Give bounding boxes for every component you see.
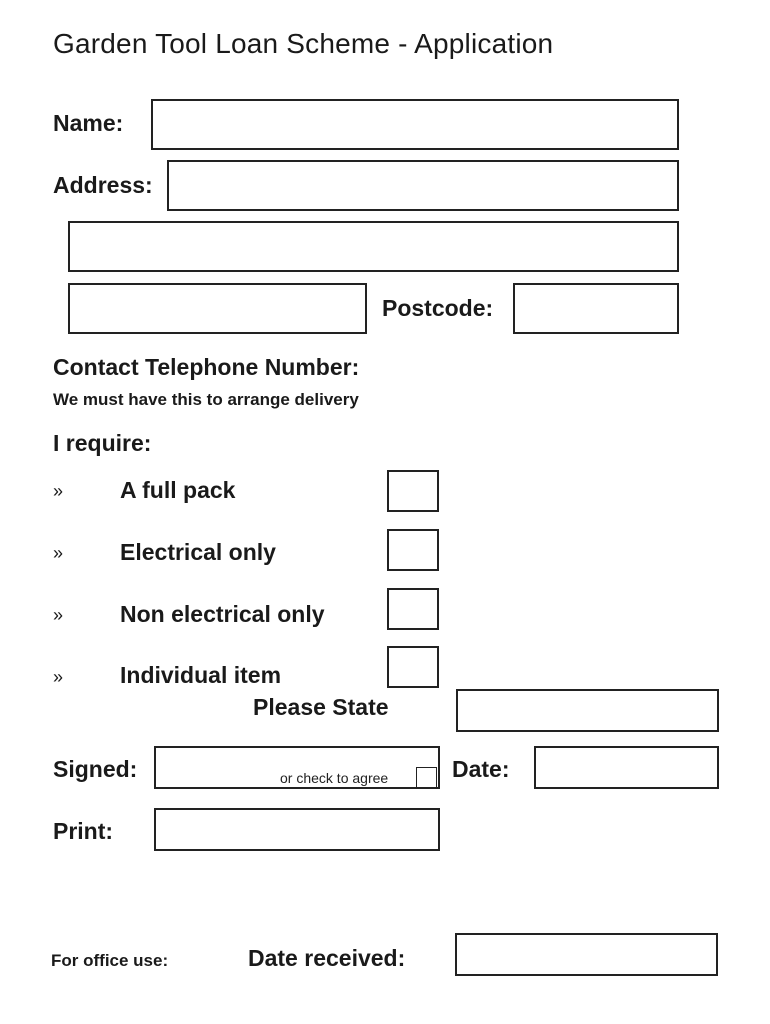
option-full-pack-checkbox[interactable]	[387, 470, 439, 512]
postcode-input[interactable]	[513, 283, 679, 334]
date-label: Date:	[452, 756, 510, 782]
require-label: I require:	[53, 430, 152, 456]
option-non-electrical-only-label: Non electrical only	[120, 601, 325, 627]
bullet-icon: »	[53, 481, 64, 501]
bullet-icon: »	[53, 605, 64, 625]
option-electrical-only-checkbox[interactable]	[387, 529, 439, 571]
option-full-pack-label: A full pack	[120, 477, 236, 503]
bullet-icon: »	[53, 667, 64, 687]
agree-checkbox[interactable]	[416, 767, 437, 788]
address-line3-input[interactable]	[68, 283, 367, 334]
check-to-agree-label: or check to agree	[280, 770, 389, 786]
address-label: Address:	[53, 172, 153, 198]
option-individual-item-label: Individual item	[120, 662, 282, 688]
address-line2-input[interactable]	[68, 221, 679, 272]
print-name-input[interactable]	[154, 808, 440, 851]
option-non-electrical-only-checkbox[interactable]	[387, 588, 439, 630]
signed-label: Signed:	[53, 756, 138, 782]
date-received-label: Date received:	[248, 945, 406, 971]
postcode-label: Postcode:	[382, 295, 494, 321]
option-individual-item-checkbox[interactable]	[387, 646, 439, 688]
name-input[interactable]	[151, 99, 679, 150]
contact-telephone-label: Contact Telephone Number:	[53, 354, 360, 380]
please-state-label: Please State	[253, 694, 389, 720]
date-input[interactable]	[534, 746, 719, 789]
address-line1-input[interactable]	[167, 160, 679, 211]
date-received-input[interactable]	[455, 933, 718, 976]
form-title: Garden Tool Loan Scheme - Application	[53, 28, 554, 59]
option-electrical-only-label: Electrical only	[120, 539, 276, 565]
print-label: Print:	[53, 818, 114, 844]
name-label: Name:	[53, 110, 124, 136]
office-use-label: For office use:	[51, 951, 169, 970]
contact-note: We must have this to arrange delivery	[53, 390, 359, 409]
bullet-icon: »	[53, 543, 64, 563]
please-state-input[interactable]	[456, 689, 719, 732]
